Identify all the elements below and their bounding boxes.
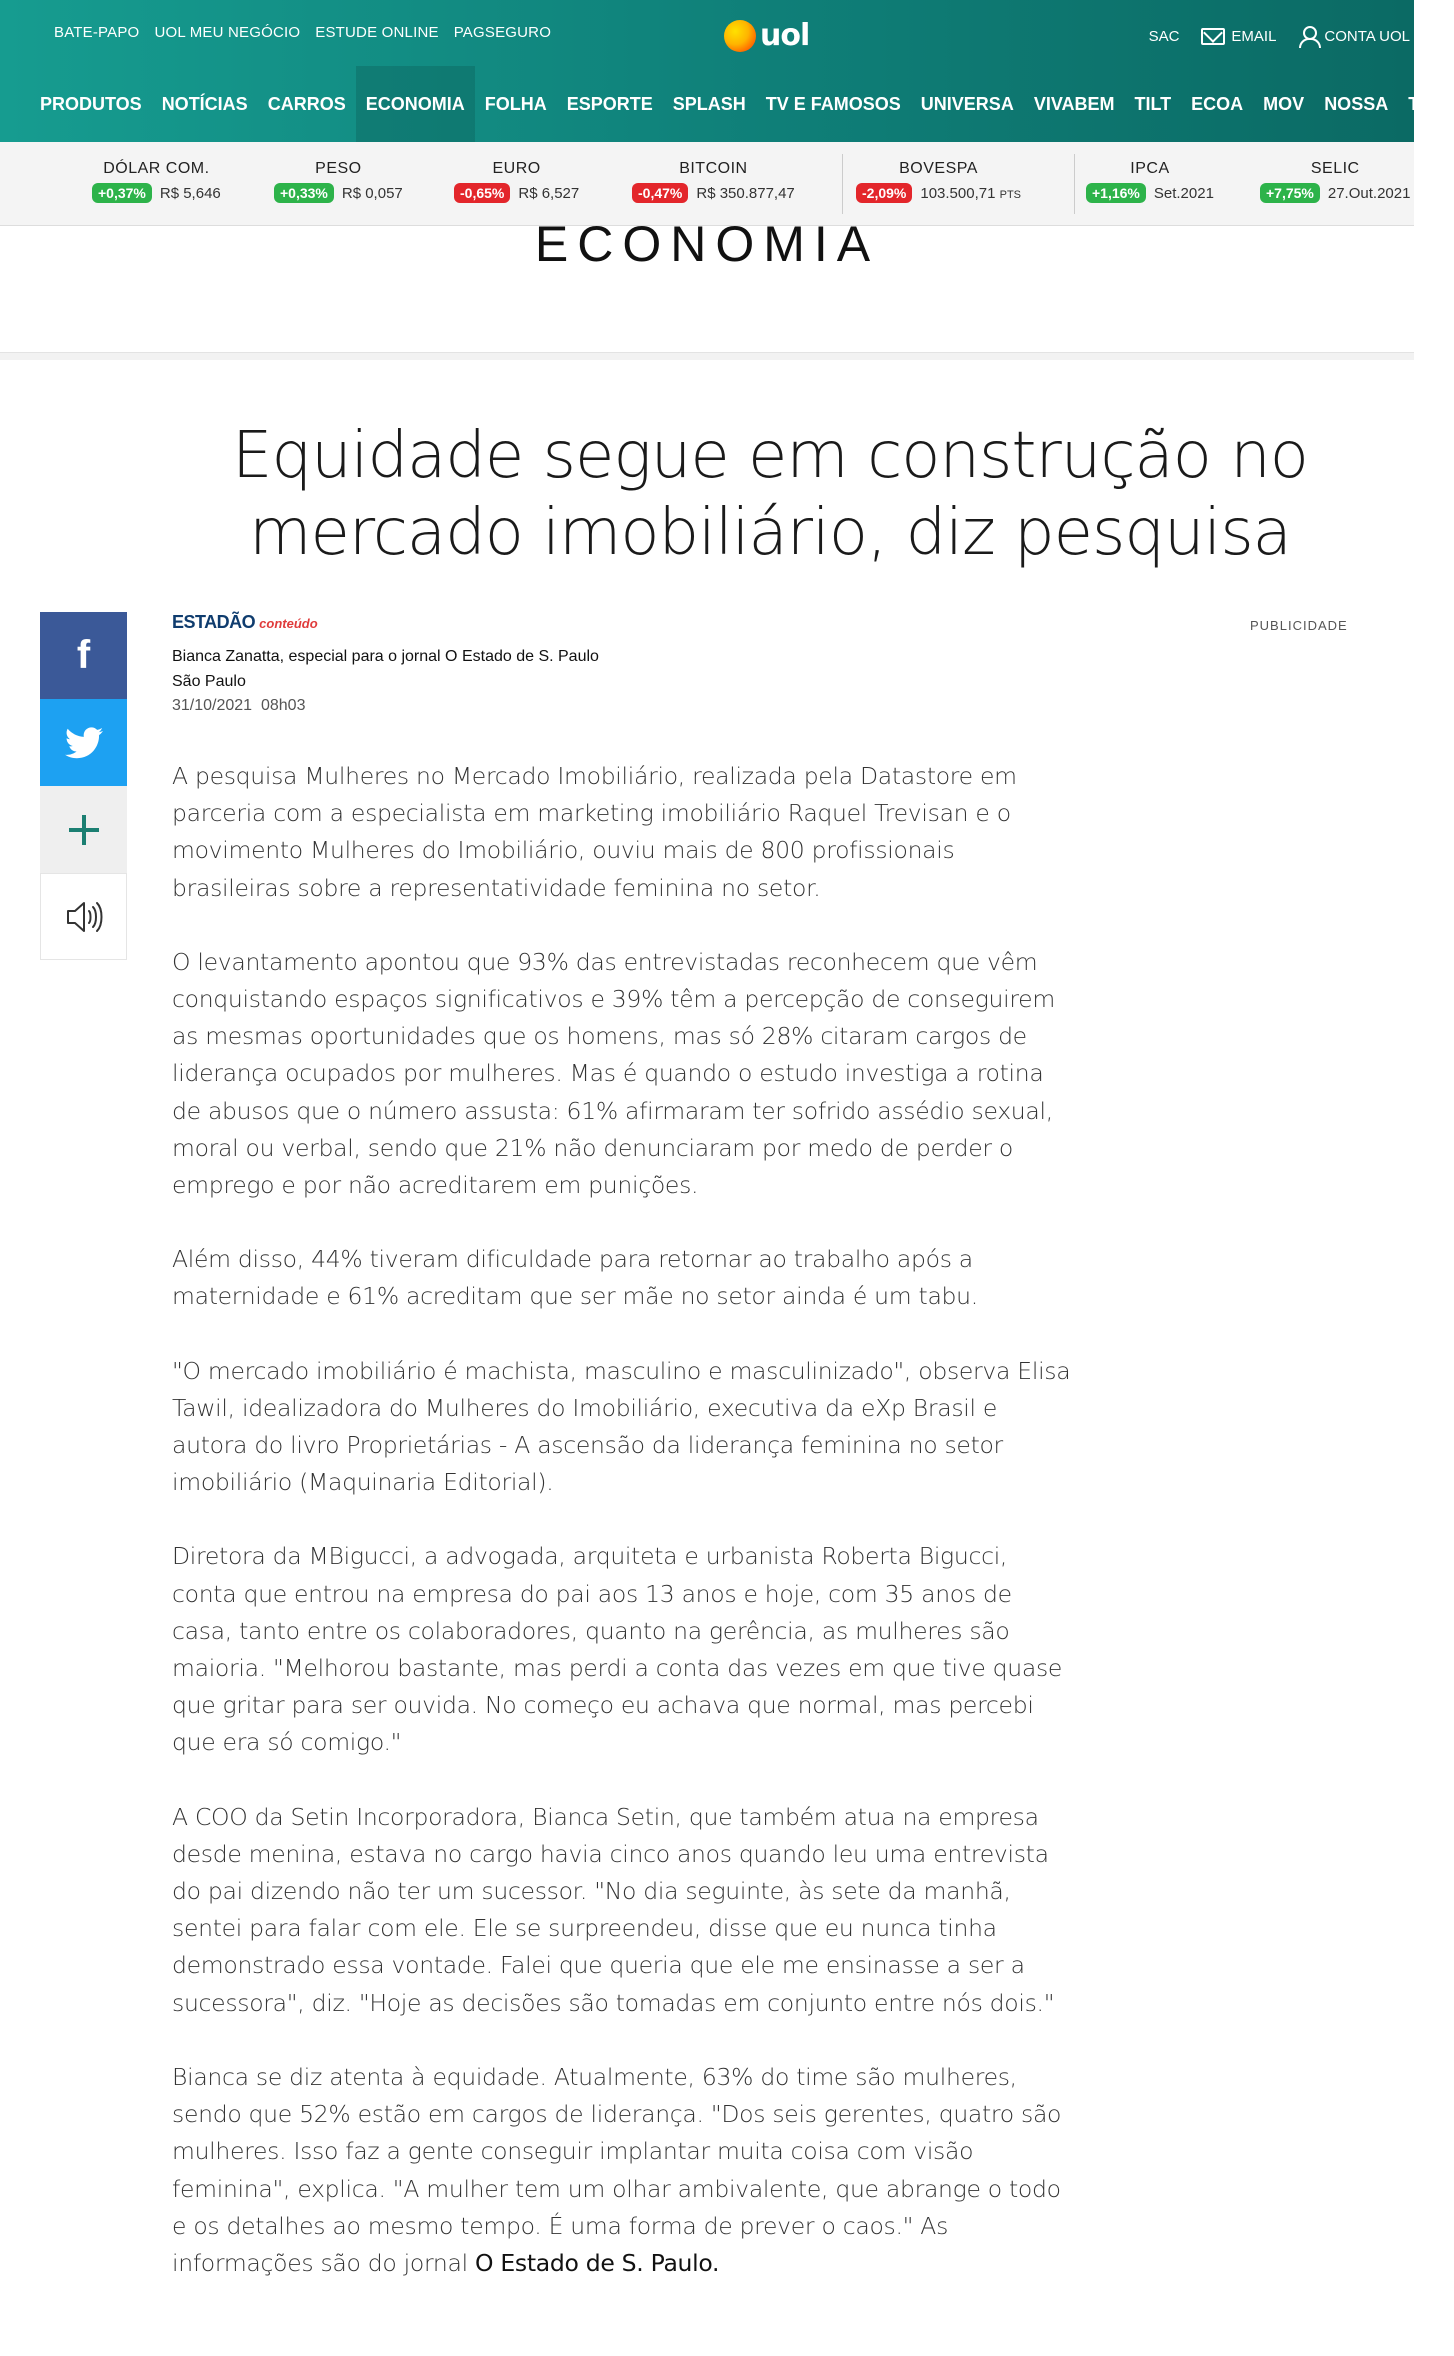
main-nav: [0, 66, 1444, 142]
ticker-value-number: 103.500,71: [920, 184, 996, 202]
share-twitter-button[interactable]: [40, 699, 127, 786]
ticker-value-unit: PTS: [999, 188, 1022, 201]
email-link[interactable]: [1201, 28, 1276, 45]
article-headline: Equidade segue em construção no mercado imobiliário, diz pesquisa: [232, 419, 1308, 570]
article-body: [172, 758, 1072, 2319]
nav-item-ecoa[interactable]: ECOA: [1191, 93, 1244, 114]
ticker-value: R$ 0,057: [341, 184, 403, 202]
ticker-name: SELIC: [1310, 160, 1360, 177]
twitter-icon: [65, 727, 103, 759]
nav-item-carros[interactable]: CARROS: [267, 93, 346, 114]
ticker-change: -0,65%: [454, 183, 510, 203]
source-link[interactable]: O Estado de S. Paulo.: [475, 2248, 720, 2277]
ticker-value: R$ 6,527: [518, 184, 580, 202]
ticker-peso[interactable]: [274, 160, 403, 203]
article-paragraph: "O mercado imobiliário é machista, masculino e masculinizado", observa Elisa Tawil, idealizadora do Mulheres do Imobiliário, executiva da eXp Brasil e autora do livro Proprietárias - A ascensão da liderança feminina no setor imobiliário (Maquinaria Editorial).: [172, 1356, 1071, 1497]
nav-item-noticias[interactable]: NOTÍCIAS: [161, 93, 248, 114]
article-place: São Paulo: [172, 673, 246, 690]
speaker-icon: [64, 899, 104, 935]
ticker-change: +1,16%: [1086, 183, 1146, 203]
top-link-meu-negocio[interactable]: UOL MEU NEGÓCIO: [154, 24, 301, 41]
nav-item-esporte[interactable]: ESPORTE: [566, 93, 653, 114]
listen-button[interactable]: [40, 873, 127, 960]
top-link-pagseguro[interactable]: PAGSEGURO: [453, 24, 552, 41]
ticker-name: PESO: [315, 160, 362, 177]
ticker-ipca[interactable]: [1086, 160, 1214, 203]
share-facebook-button[interactable]: [40, 612, 127, 699]
article-paragraph: A COO da Setin Incorporadora, Bianca Setin, que também atua na empresa desde menina, estava no cargo havia cinco anos quando leu uma entrevista do pai dizendo não ter um sucessor. "No dia seguinte, às sete da manhã, sentei para falar com ele. Ele se surpreendeu, disse que eu nunca tinha demonstrado essa vontade. Falei que queria que ele me ensinasse a ser a sucessora", diz. "Hoje as decisões são tomadas em conjunto entre nós dois.": [172, 1802, 1055, 2017]
ticker-name: BITCOIN: [679, 160, 748, 177]
uol-logo-icon: [724, 20, 756, 52]
section-title[interactable]: ECONOMIA: [534, 216, 880, 272]
article-paragraph: Além disso, 44% tiveram dificuldade para retornar ao trabalho após a maternidade e 61% acreditam que ser mãe no setor ainda é um tabu.: [172, 1245, 978, 1311]
top-links: [54, 24, 551, 41]
nav-item-tilt[interactable]: TILT: [1134, 93, 1172, 114]
email-label: EMAIL: [1231, 27, 1277, 45]
ticker-name: DÓLAR COM.: [103, 160, 210, 177]
nav-item-mov[interactable]: MOV: [1263, 93, 1305, 114]
user-icon: [1298, 26, 1318, 46]
mail-icon: [1201, 28, 1225, 45]
top-bar: [0, 0, 1414, 66]
article-paragraph: A pesquisa Mulheres no Mercado Imobiliário, realizada pela Datastore em parceria com a especialista em marketing imobiliário Raquel Trevisan e o movimento Mulheres do Imobiliário, ouviu mais de 800 profissionais brasileiras sobre a representatividade feminina no setor.: [172, 762, 1017, 902]
account-link[interactable]: [1298, 26, 1410, 46]
ticker-divider: [1074, 154, 1075, 214]
nav-item-folha[interactable]: FOLHA: [484, 93, 547, 114]
nav-item-vivabem[interactable]: VIVABEM: [1033, 93, 1115, 114]
uol-logo[interactable]: [724, 18, 809, 53]
ticker-value: R$ 350.877,47: [696, 184, 795, 202]
article-paragraph-last: [172, 2059, 1072, 2282]
ticker-value: R$ 5,646: [159, 184, 221, 202]
nav-item-tv-e-famosos[interactable]: TV E FAMOSOS: [765, 93, 901, 114]
ad-label: PUBLICIDADE: [1250, 618, 1348, 633]
ticker-euro[interactable]: [454, 160, 579, 203]
ticker-selic[interactable]: [1260, 160, 1410, 203]
ticker-bitcoin[interactable]: [632, 160, 795, 203]
market-ticker: [0, 142, 1414, 226]
site-header: [0, 0, 1444, 142]
article-time: 08h03: [260, 697, 306, 714]
ticker-change: +0,37%: [92, 183, 152, 203]
ticker-change: +7,75%: [1260, 183, 1320, 203]
nav-item-splash[interactable]: SPLASH: [672, 93, 746, 114]
ticker-name: EURO: [492, 160, 541, 177]
sac-link[interactable]: SAC: [1148, 27, 1180, 45]
ticker-name: IPCA: [1130, 160, 1170, 177]
top-link-estude-online[interactable]: ESTUDE ONLINE: [315, 24, 439, 41]
ticker-value: 27.Out.2021: [1327, 184, 1411, 202]
ticker-divider: [842, 154, 843, 214]
ticker-change: +0,33%: [274, 183, 334, 203]
article-datetime: [172, 697, 305, 715]
nav-item-produtos[interactable]: PRODUTOS: [40, 93, 142, 114]
last-paragraph-text: Bianca se diz atenta à equidade. Atualmente, 63% do time são mulheres, sendo que 52% estão em cargos de liderança. "Dos seis gerentes, quatro são mulheres. Isso faz a gente conseguir implantar muita coisa com visão feminina", explica. "A mulher tem um olhar ambivalente, que abrange o todo e os detalhes ao mesmo tempo. É uma forma de prever o caos." As informações são do jornal: [172, 2062, 1062, 2277]
ticker-bovespa[interactable]: [856, 160, 1021, 203]
article-paragraph: O levantamento apontou que 93% das entrevistadas reconhecem que vêm conquistando espaços significativos e 39% têm a percepção de conseguirem as mesmas oportunidades que os homens, mas só 28% citaram cargos de liderança ocupados por mulheres. Mas é quando o estudo investiga a rotina de abusos que o número assusta: 61% afirmaram ter sofrido assédio sexual, moral ou verbal, sendo que 21% não denunciaram por medo de perder o emprego e por não acreditarem em punições.: [172, 947, 1055, 1200]
share-more-button[interactable]: [40, 786, 127, 873]
ticker-dolar[interactable]: [92, 160, 221, 203]
top-right-links: [1149, 26, 1410, 46]
nav-item-tab[interactable]: TAB: [1408, 93, 1444, 114]
uol-logo-text: uol: [760, 18, 810, 53]
ticker-name: BOVESPA: [899, 160, 978, 177]
source-tag: conteúdo: [259, 616, 318, 631]
source-logo[interactable]: [172, 612, 318, 633]
top-link-bate-papo[interactable]: BATE-PAPO: [54, 24, 140, 41]
article-date: 31/10/2021: [172, 697, 253, 714]
ticker-change: -2,09%: [856, 183, 912, 203]
nav-item-nossa[interactable]: NOSSA: [1324, 93, 1389, 114]
nav-item-universa[interactable]: UNIVERSA: [920, 93, 1014, 114]
plus-icon: [67, 813, 101, 847]
nav-item-economia[interactable]: ECONOMIA: [356, 66, 475, 142]
article-author: Bianca Zanatta, especial para o jornal O Estado de S. Paulo: [172, 648, 599, 665]
section-divider: [0, 352, 1414, 360]
share-bar: [40, 612, 127, 960]
facebook-icon: f: [76, 633, 91, 677]
ticker-change: -0,47%: [632, 183, 688, 203]
source-brand: ESTADÃO: [172, 612, 256, 632]
account-label: CONTA UOL: [1324, 27, 1410, 45]
ticker-value: [920, 185, 1021, 202]
ticker-value: Set.2021: [1153, 184, 1214, 202]
article-paragraph: Diretora da MBigucci, a advogada, arquiteta e urbanista Roberta Bigucci, conta que entrou na empresa do pai aos 13 anos e hoje, com 35 anos de casa, tanto entre os colaboradores, quanto na gerência, as mulheres são maioria. "Melhorou bastante, mas perdi a conta das vezes em que tive quase que gritar para ser ouvida. No começo eu achava que normal, mas percebi que era só comigo.": [172, 1542, 1063, 1757]
